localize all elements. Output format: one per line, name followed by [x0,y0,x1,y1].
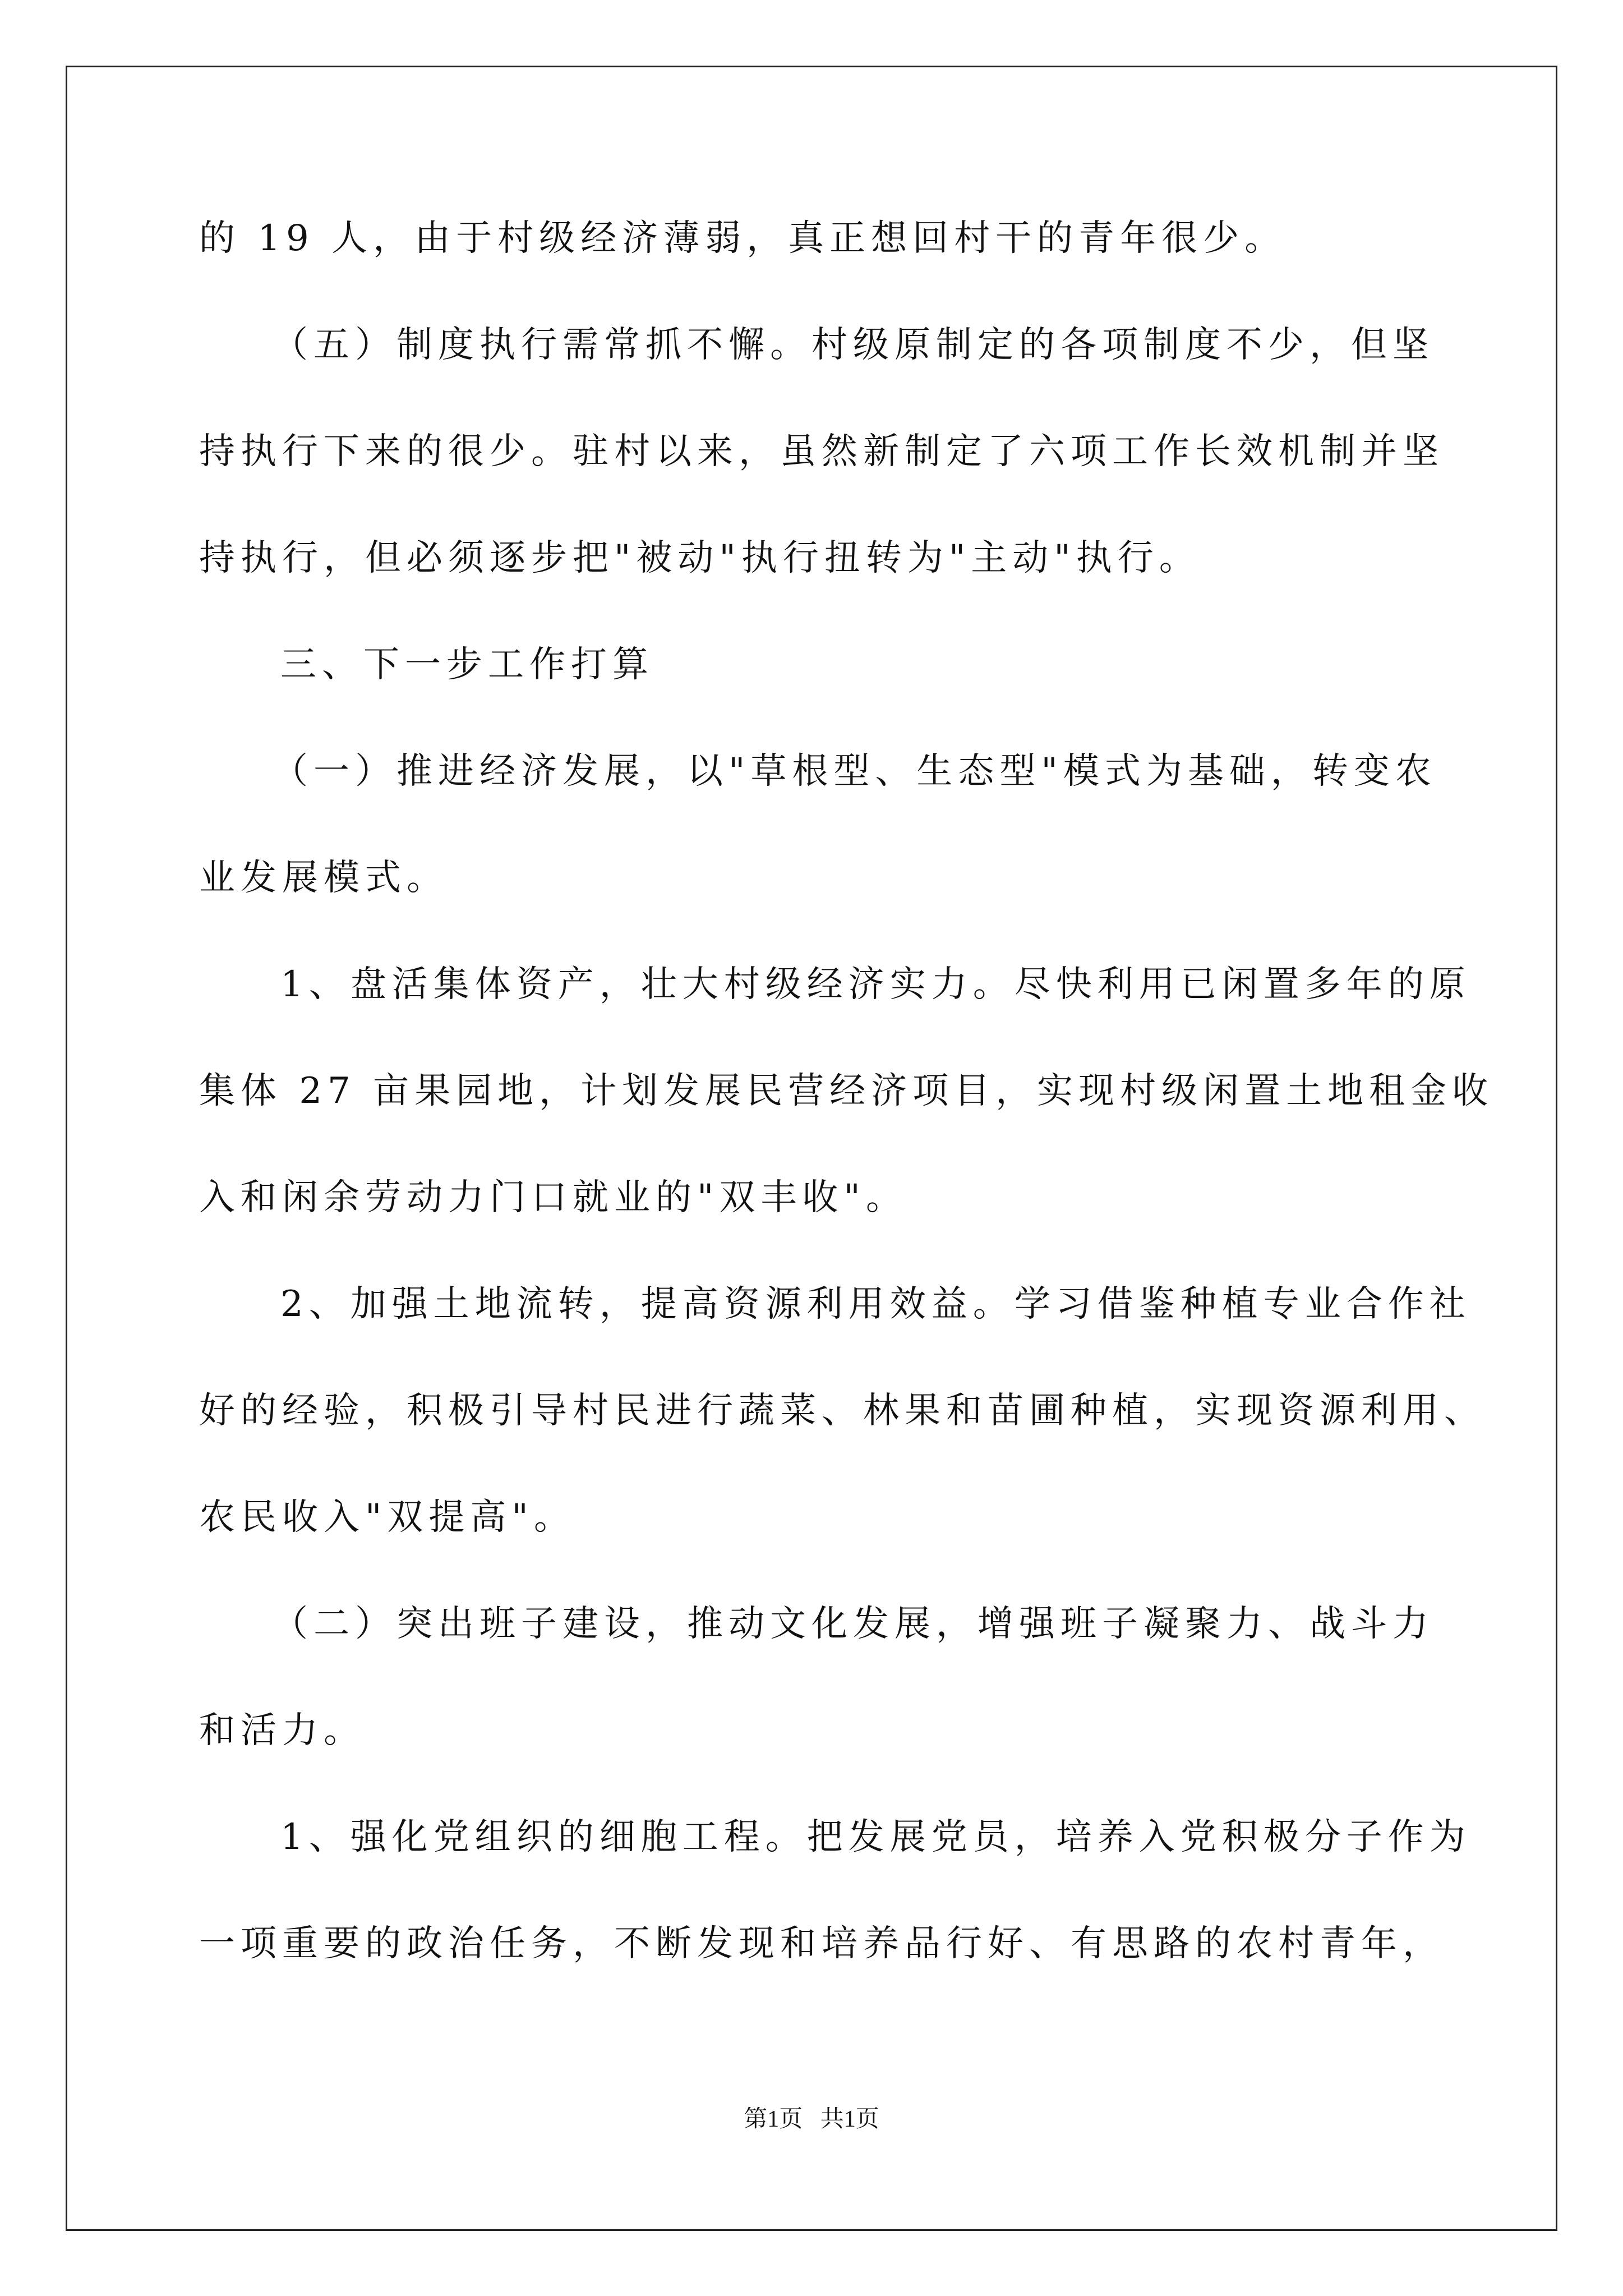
text-line: 1、盘活集体资产，壮大村级经济实力。尽快利用已闲置多年的原 [280,964,1471,1005]
page-border [66,66,1557,2231]
text-line: 集体 27 亩果园地，计划发展民营经济项目，实现村级闲置土地租金收 [199,1070,1494,1112]
text-line: 2、加强土地流转，提高资源利用效益。学习借鉴种植专业合作社 [280,1283,1471,1325]
text-line: 的 19 人，由于村级经济薄弱，真正想回村干的青年很少。 [199,218,1287,259]
text-line: 持执行，但必须逐步把"被动"执行扭转为"主动"执行。 [199,537,1201,579]
text-line: 一项重要的政治任务，不断发现和培养品行好、有思路的农村青年， [199,1923,1444,1964]
text-line: 持执行下来的很少。驻村以来，虽然新制定了六项工作长效机制并坚 [199,431,1444,472]
text-line: 入和闲余劳动力门口就业的"双丰收"。 [199,1177,907,1218]
text-line: 农民收入"双提高"。 [199,1497,575,1538]
page-number-footer: 第1页 共1页 [744,2106,879,2132]
text-line: 1、强化党组织的细胞工程。把发展党员，培养入党积极分子作为 [280,1816,1471,1858]
section-heading: 三、下一步工作打算 [280,644,654,685]
text-line: 业发展模式。 [199,857,448,899]
text-line: （二）突出班子建设，推动文化发展，增强班子凝聚力、战斗力 [272,1603,1434,1645]
text-line: 和活力。 [199,1710,365,1751]
text-line: （五）制度执行需常抓不懈。村级原制定的各项制度不少，但坚 [272,324,1434,366]
text-line: （一）推进经济发展，以"草根型、生态型"模式为基础，转变农 [272,751,1437,792]
text-line: 好的经验，积极引导村民进行蔬菜、林果和苗圃种植，实现资源利用、 [199,1390,1486,1432]
